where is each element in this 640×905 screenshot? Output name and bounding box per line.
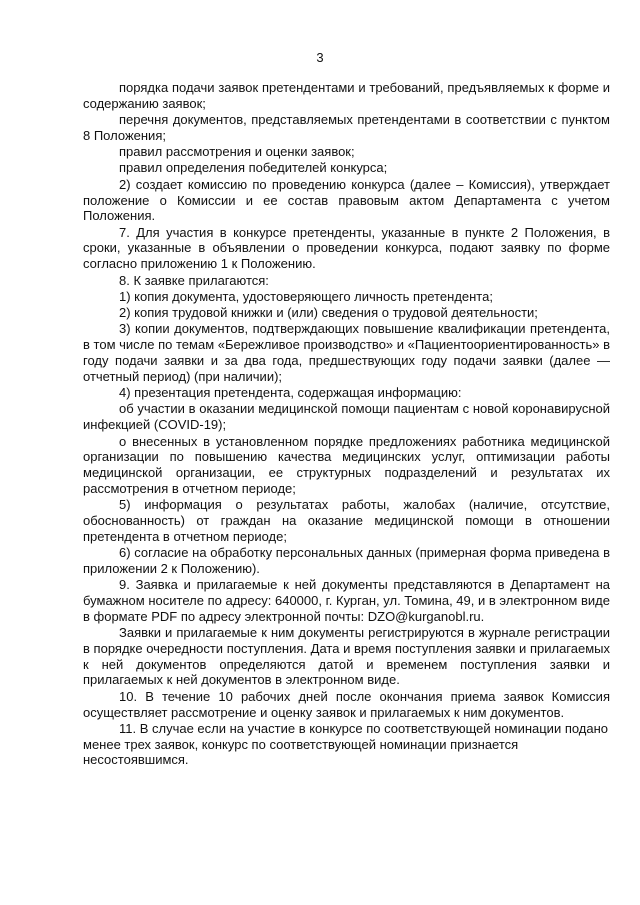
paragraph-19: 11. В случае если на участие в конкурсе по соответствующей номинации подано менее трех заявок, конкурс по соответствующей номинации признается несостоявшимся. [83,720,609,768]
paragraph-8: 1) копия документа, удостоверяющего личность претендента; [119,288,493,304]
document-body [83,80,610,769]
paragraph-2: перечня документов, представляемых претендентами в соответствии с пунктом 8 Положения; [83,112,610,143]
paragraph-1: порядка подачи заявок претендентами и требований, предъявляемых к форме и содержанию заявок; [83,80,610,111]
paragraph-14: 5) информация о результатах работы, жалобах (наличие, отсутствие, обоснованность) от граждан на оказание медицинской помощи в отношении претендента в отчетном периоде; [83,497,610,544]
paragraph-9: 2) копия трудовой книжки и (или) сведения о трудовой деятельности; [119,305,538,321]
paragraph-16: 9. Заявка и прилагаемые к ней документы представляются в Департамент на бумажном носителе по адресу: 640000, г. Курган, ул. Томина, 49, и в электронном виде в формате PDF по адресу электронной почты: DZO@kurganobl.ru. [83,577,610,624]
paragraph-3: правил рассмотрения и оценки заявок; [119,144,355,160]
paragraph-17: Заявки и прилагаемые к ним документы регистрируются в журнале регистрации в порядке очередности поступления. Дата и время поступления заявки и прилагаемых к ней документов определяются датой и временем поступления заявки и прилагаемых к ней документов в электронном виде. [83,625,610,688]
paragraph-4: правил определения победителей конкурса; [119,160,388,176]
paragraph-7: 8. К заявке прилагаются: [119,272,269,288]
paragraph-13: о внесенных в установленном порядке предложениях работника медицинской организации по повышению качества медицинских услуг, оптимизации работы медицинской организации, ее структурных подразделений и результатах их рассмотрения в отчетном периоде; [83,433,610,496]
paragraph-12: об участии в оказании медицинской помощи пациентам с новой коронавирусной инфекцией (COVID-19); [83,401,610,433]
paragraph-6: 7. Для участия в конкурсе претенденты, указанные в пункте 2 Положения, в сроки, указанные в объявлении о проведении конкурса, подают заявку по форме согласно приложению 1 к Положению. [83,224,610,272]
paragraph-15: 6) согласие на обработку персональных данных (примерная форма приведена в приложении 2 к Положению). [83,545,610,576]
paragraph-5: 2) создает комиссию по проведению конкурса (далее – Комиссия), утверждает положение о Комиссии и ее состав правовым актом Департамента с учетом Положения. [83,176,610,224]
paragraph-18: 10. В течение 10 рабочих дней после окончания приема заявок Комиссия осуществляет рассмотрение и оценку заявок и прилагаемых к ним документов. [83,688,610,720]
paragraph-10: 3) копии документов, подтверждающих повышение квалификации претендента, в том числе по темам «Бережливое производство» и «Пациентоориентированность» в году подачи заявки и за два года, предшествующих году подачи заявки (далее — отчетный период) (при наличии); [83,321,610,384]
page-number: 3 [316,50,324,65]
paragraph-11: 4) презентация претендента, содержащая информацию: [119,385,462,401]
